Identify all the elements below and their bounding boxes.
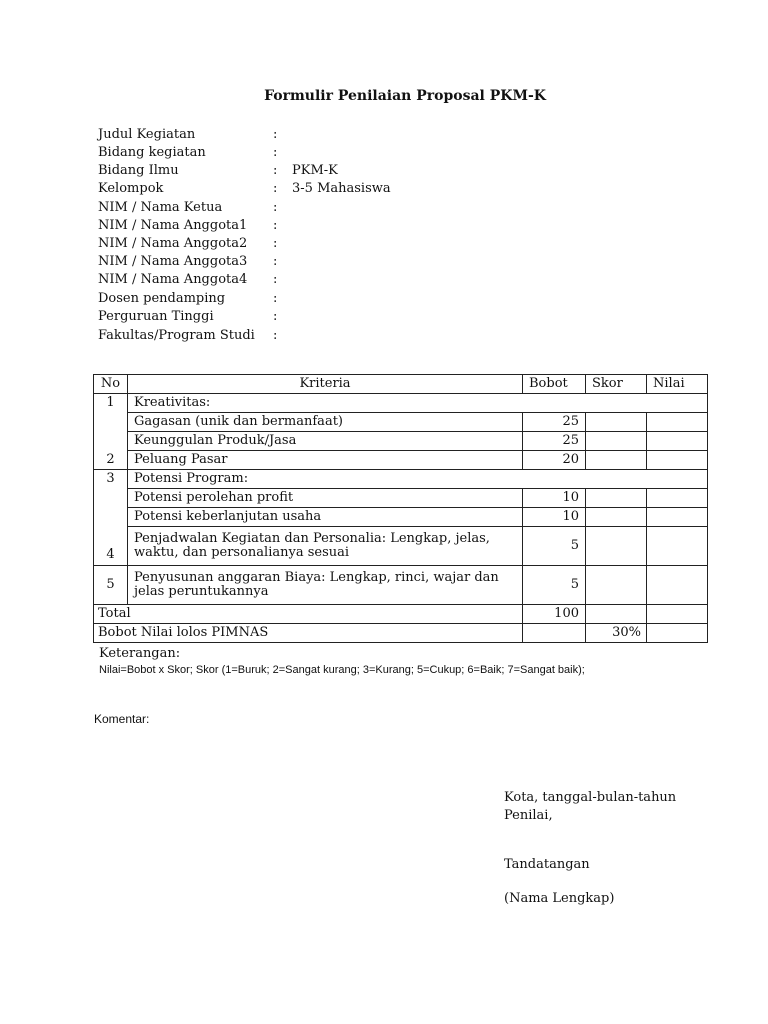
pimnas-label: Bobot Nilai lolos PIMNAS [94,624,523,643]
row-no: 2 [94,451,128,470]
table-row [94,432,708,451]
info-colon: : [273,200,278,215]
info-label: NIM / Nama Ketua [98,200,223,215]
header-skor: Skor [586,375,647,394]
table-row [94,527,708,566]
info-label: NIM / Nama Anggota2 [98,236,248,251]
info-colon: : [273,309,278,324]
total-label: Total [94,605,523,624]
row-no: 1 [94,394,128,413]
row-skor-cell[interactable] [586,527,647,566]
row-kriteria: Potensi Program: [128,470,708,489]
info-row-anggota2 [98,237,498,255]
row-skor-cell[interactable] [586,413,647,432]
header-bobot: Bobot [523,375,586,394]
table-total-row [94,605,708,624]
row-nilai-cell[interactable] [647,413,708,432]
row-nilai-cell[interactable] [647,432,708,451]
row-no: 5 [94,566,128,605]
row-nilai-cell[interactable] [647,489,708,508]
komentar-label: Komentar: [94,712,150,726]
row-kriteria: Penjadwalan Kegiatan dan Personalia: Lengkap, jelas, waktu, dan personalianya sesuai [128,527,523,566]
row-skor-cell[interactable] [586,451,647,470]
signature-role: Penilai, [504,808,553,823]
info-colon: : [273,163,278,178]
info-row-judul [98,128,498,146]
row-kriteria: Peluang Pasar [128,451,523,470]
row-nilai-cell[interactable] [647,508,708,527]
row-no: 4 [94,527,128,566]
info-row-ketua [98,201,498,219]
info-colon: : [273,236,278,251]
info-colon: : [273,145,278,160]
row-kriteria: Potensi perolehan profit [128,489,523,508]
table-header-row [94,375,708,394]
table-row [94,566,708,605]
info-label: NIM / Nama Anggota1 [98,218,248,233]
header-no: No [94,375,128,394]
total-nilai-cell[interactable] [647,605,708,624]
row-no [94,432,128,451]
info-colon: : [273,218,278,233]
row-skor-cell[interactable] [586,508,647,527]
info-colon: : [273,254,278,269]
info-row-bidang-ilmu [98,164,498,182]
row-nilai-cell[interactable] [647,527,708,566]
info-value: 3-5 Mahasiswa [292,181,391,196]
keterangan-text: Nilai=Bobot x Skor; Skor (1=Buruk; 2=Sangat kurang; 3=Kurang; 5=Cukup; 6=Baik; 7=Sangat baik); [99,664,585,676]
row-skor-cell[interactable] [586,566,647,605]
info-label: Fakultas/Program Studi [98,328,255,343]
info-row-anggota4 [98,273,498,291]
total-skor-cell[interactable] [586,605,647,624]
assessment-table [93,374,708,643]
row-kriteria: Gagasan (unik dan bermanfaat) [128,413,523,432]
info-row-kelompok [98,182,498,200]
table-row [94,508,708,527]
info-colon: : [273,291,278,306]
row-bobot: 10 [523,508,586,527]
info-label: Bidang Ilmu [98,163,179,178]
table-row [94,470,708,489]
row-bobot: 25 [523,413,586,432]
info-label: Kelompok [98,181,164,196]
info-colon: : [273,272,278,287]
info-label: NIM / Nama Anggota4 [98,272,248,287]
info-label: NIM / Nama Anggota3 [98,254,248,269]
table-row [94,394,708,413]
row-bobot: 5 [523,566,586,605]
row-no: 3 [94,470,128,489]
info-row-fakultas [98,329,498,347]
pimnas-nilai-cell[interactable] [647,624,708,643]
row-skor-cell[interactable] [586,489,647,508]
row-nilai-cell[interactable] [647,566,708,605]
info-label: Dosen pendamping [98,291,226,306]
total-value: 100 [523,605,586,624]
row-skor-cell[interactable] [586,432,647,451]
row-no [94,413,128,432]
info-row-dosen [98,292,498,310]
info-row-anggota1 [98,219,498,237]
info-label: Judul Kegiatan [98,127,196,142]
info-colon: : [273,328,278,343]
header-kriteria: Kriteria [128,375,523,394]
row-kriteria: Keunggulan Produk/Jasa [128,432,523,451]
row-no [94,489,128,508]
row-kriteria: Kreativitas: [128,394,708,413]
info-label: Perguruan Tinggi [98,309,214,324]
row-bobot: 20 [523,451,586,470]
row-no [94,508,128,527]
info-colon: : [273,127,278,142]
info-row-perguruan [98,310,498,328]
row-kriteria: Penyusunan anggaran Biaya: Lengkap, rinci, wajar dan jelas peruntukannya [128,566,523,605]
signature-name: (Nama Lengkap) [504,891,615,906]
table-pimnas-row [94,624,708,643]
info-label: Bidang kegiatan [98,145,206,160]
form-title: Formulir Penilaian Proposal PKM-K [264,88,546,104]
keterangan-label: Keterangan: [99,646,181,661]
signature-sign: Tandatangan [504,857,590,872]
pimnas-bobot-cell [523,624,586,643]
info-row-anggota3 [98,255,498,273]
header-nilai: Nilai [647,375,708,394]
table-row [94,413,708,432]
row-bobot: 10 [523,489,586,508]
pimnas-value: 30% [586,624,647,643]
info-value: PKM-K [292,163,338,178]
row-nilai-cell[interactable] [647,451,708,470]
table-row [94,451,708,470]
table-row [94,489,708,508]
info-colon: : [273,181,278,196]
row-bobot: 5 [523,527,586,566]
row-kriteria: Potensi keberlanjutan usaha [128,508,523,527]
info-row-bidang-kegiatan [98,146,498,164]
row-bobot: 25 [523,432,586,451]
signature-place-date: Kota, tanggal-bulan-tahun [504,790,677,805]
